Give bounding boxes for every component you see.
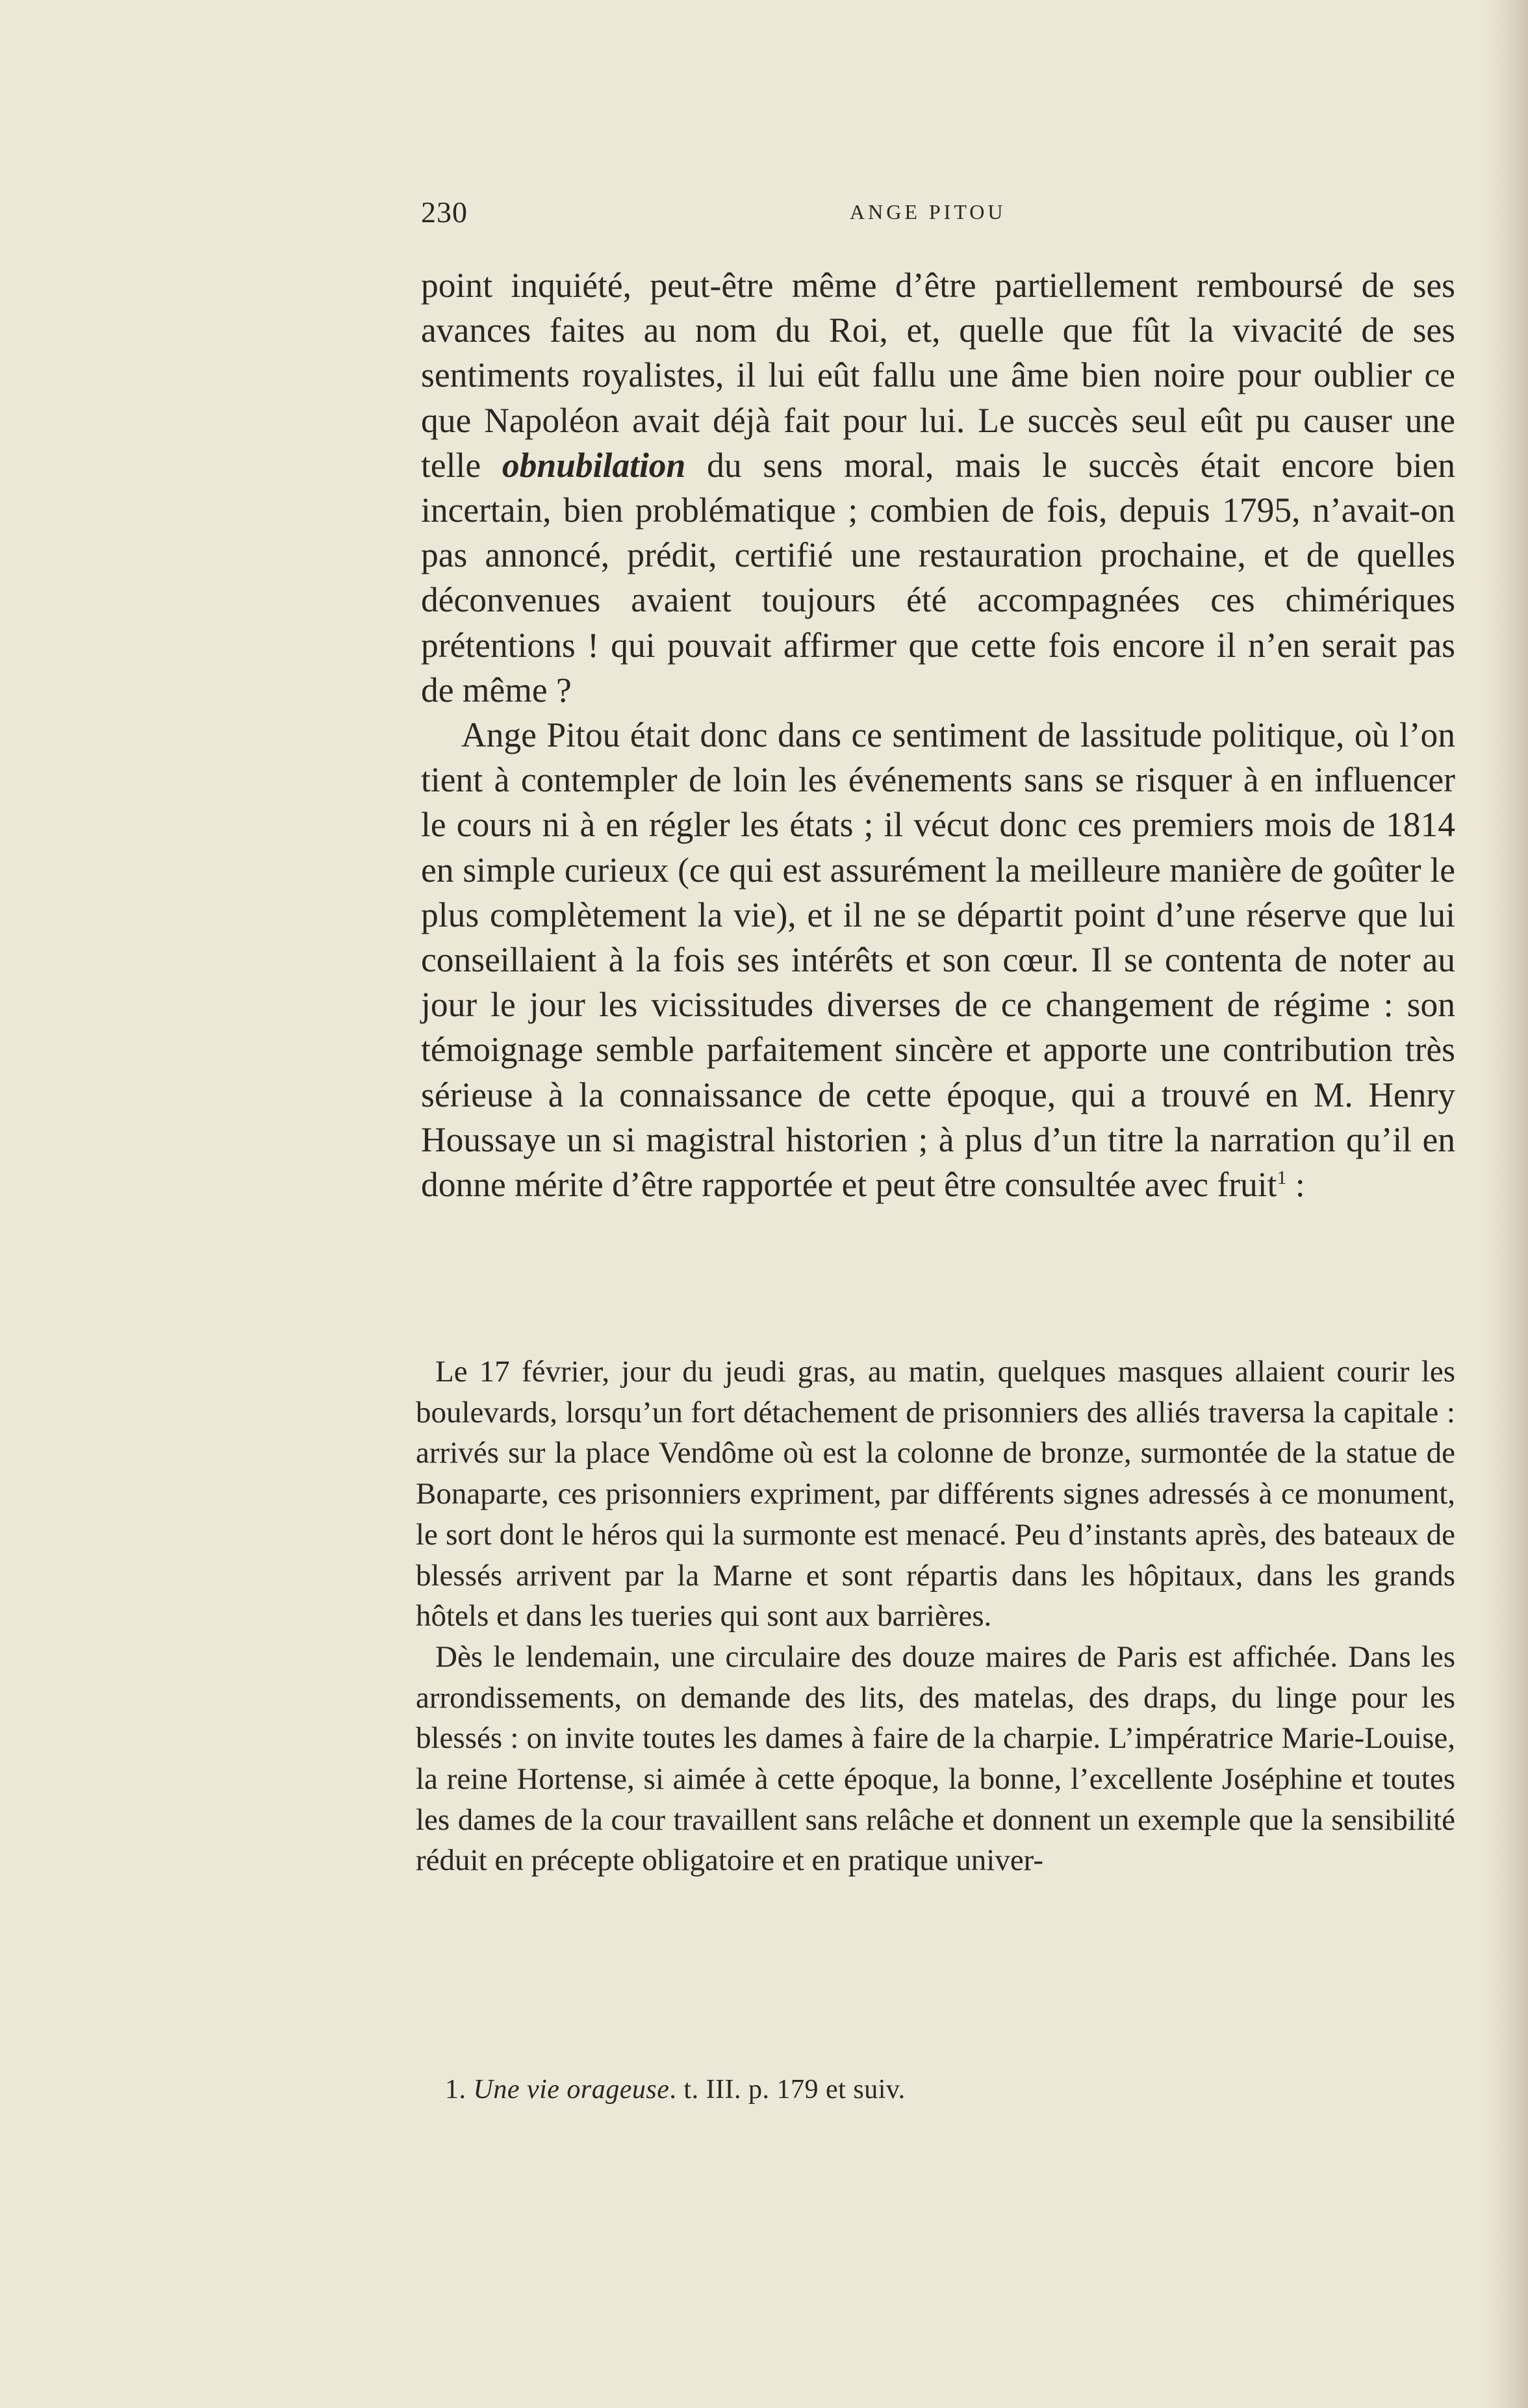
page-number: 230 [421, 196, 468, 229]
emphasized-word: obnubilation [502, 445, 686, 485]
footnote-reference[interactable]: 1 [1277, 1167, 1287, 1189]
footnote-number: 1. [445, 2075, 466, 2105]
paragraph-2-tail: : [1286, 1165, 1305, 1205]
quoted-passage [416, 1351, 1455, 1881]
footnote-reference-text: . t. III. p. 179 et suiv. [669, 2075, 906, 2105]
page-header [421, 195, 1058, 234]
page-edge-shadow [1483, 0, 1528, 2408]
footnote [445, 2074, 906, 2105]
quote-paragraph-1: Le 17 février, jour du jeudi gras, au matin, quelques masques allaient courir les boulevards, lorsqu’un fort détachement de prisonniers des alliés traversa la capitale : arrivés sur la place Vendôme où est la colonne de bronze, surmontée de la statue de Bonaparte, ces prisonniers expriment, par différents signes adressés à ce monument, le sort dont le héros qui la surmonte est menacé. Peu d’instants après, des bateaux de blessés arrivent par la Marne et sont répartis dans les hôpitaux, dans les grands hôtels et dans les tueries qui sont aux barrières. [416, 1355, 1455, 1633]
paragraph-2-text: Ange Pitou était donc dans ce sentiment de lassitude politique, où l’on tient à contempler de loin les événements sans se risquer à en influencer le cours ni à en régler les états ; il vécut donc ces premiers mois de 1814 en simple curieux (ce qui est assurément la meilleure manière de goûter le plus complètement la vie), et il ne se départit point d’une réserve que lui conseillaient à la fois ses intérêts et son cœur. Il se contenta de noter au jour le jour les vicissitudes diverses de ce changement de régime : son témoignage semble parfaitement sincère et apporte une contribution très sérieuse à la connaissance de cette époque, qui a trouvé en M. Henry Houssaye un si magistral historien ; à plus d’un titre la narration qu’il en donne mérite d’être rapportée et peut être consultée avec fruit [421, 715, 1455, 1205]
paragraph-1-text-a: point inquiété, peut-être même d’être partiellement remboursé de ses avances faites au nom du Roi, et, quelle que fût la vivacité de ses sentiments royalistes, il lui eût fallu une âme bien noire pour oublier ce que Napoléon avait déjà fait pour lui. Le succès seul eût pu causer une telle [421, 266, 1455, 485]
paragraph-2 [421, 713, 1455, 1207]
paragraph-1 [421, 263, 1455, 713]
main-text [421, 263, 1455, 1207]
footnote-title: Une vie orageuse [473, 2075, 670, 2105]
paragraph-1-text-b: du sens moral, mais le succès était encore bien incertain, bien problématique ; combien de fois, depuis 1795, n’avait-on pas annoncé, prédit, certifié une restauration prochaine, et de quelles déconvenues avaient toujours été accompagnées ces chimériques prétentions ! qui pouvait affirmer que cette fois encore il n’en serait pas de même ? [421, 445, 1455, 710]
quote-paragraph-2: Dès le lendemain, une circulaire des douze maires de Paris est affichée. Dans les arrondissements, on demande des lits, des matelas, des draps, du linge pour les blessés : on invite toutes les dames à faire de la charpie. L’impératrice Marie-Louise, la reine Hortense, si aimée à cette époque, la bonne, l’excellente Joséphine et toutes les dames de la cour travaillent sans relâche et donnent un exemple que la sensibilité réduit en précepte obligatoire et en pratique univer- [416, 1639, 1455, 1878]
running-head: ANGE PITOU [850, 200, 1006, 224]
